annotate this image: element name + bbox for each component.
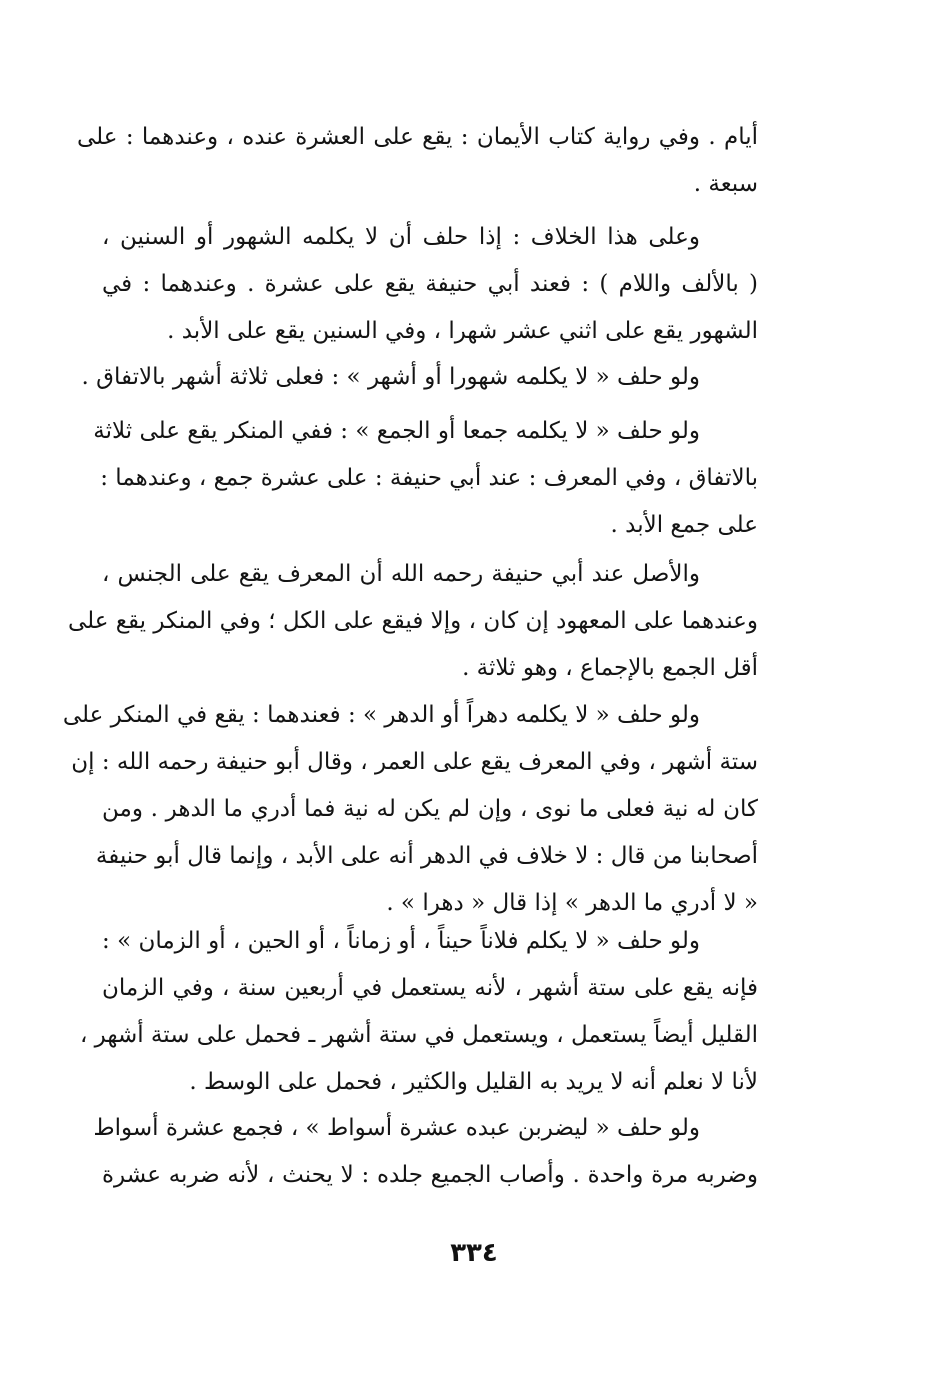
text-line: الشهور يقع على اثني عشر شهرا ، وفي السنين يقع على الأبد . (167, 318, 758, 344)
text-line: ولو حلف « ليضربن عبده عشرة أسواط » ، فجمع عشرة أسواط (93, 1115, 700, 1141)
text-line: بالاتفاق ، وفي المعرف : عند أبي حنيفة : على عشرة جمع ، وعندهما : (100, 465, 758, 491)
text-line: ولو حلف « لا يكلمه جمعا أو الجمع » : ففي المنكر يقع على ثلاثة (93, 418, 700, 444)
text-line: ولو حلف « لا يكلم فلاناً حيناً ، أو زماناً ، أو الحين ، أو الزمان » : (102, 928, 700, 954)
text-line: لأنا لا نعلم أنه لا يريد به القليل والكثير ، فحمل على الوسط . (189, 1069, 758, 1095)
text-line: وعندهما على المعهود إن كان ، وإلا فيقع على الكل ؛ وفي المنكر يقع على (67, 608, 758, 634)
text-line: وعلى هذا الخلاف : إذا حلف أن لا يكلمه الشهور أو السنين ، (102, 224, 700, 250)
text-line: على جمع الأبد . (610, 512, 758, 538)
paragraph-3 (81, 354, 758, 401)
text-line: ولو حلف « لا يكلمه شهورا أو أشهر » : فعلى ثلاثة أشهر بالاتفاق . (81, 364, 700, 390)
paragraph-1 (77, 114, 758, 208)
text-line: سبعة . (693, 171, 758, 197)
text-line: ( بالألف واللام ) : فعند أبي حنيفة يقع على عشرة . وعندهما : في (102, 271, 758, 297)
text-line: ولو حلف « لا يكلمه دهراً أو الدهر » : فعندهما : يقع في المنكر على (62, 702, 700, 728)
paragraph-6 (62, 692, 758, 927)
text-line: والأصل عند أبي حنيفة رحمه الله أن المعرف يقع على الجنس ، (102, 561, 700, 587)
text-line: أصحابنا من قال : لا خلاف في الدهر أنه على الأبد ، وإنما قال أبو حنيفة (95, 843, 758, 869)
text-line: أقل الجمع بالإجماع ، وهو ثلاثة . (462, 655, 758, 681)
paragraph-5 (67, 551, 758, 692)
text-line: وضربه مرة واحدة . وأصاب الجميع جلده : لا يحنث ، لأنه ضربه عشرة (102, 1162, 758, 1188)
paragraph-8 (93, 1105, 758, 1199)
paragraph-4 (93, 408, 758, 549)
text-line: « لا أدري ما الدهر » إذا قال « دهرا » . (386, 890, 758, 916)
page-number: ٣٣٤ (450, 1238, 498, 1268)
text-line: القليل أيضاً يستعمل ، ويستعمل في ستة أشهر ـ فحمل على ستة أشهر ، (79, 1022, 758, 1048)
text-line: أيام . وفي رواية كتاب الأيمان : يقع على العشرة عنده ، وعندهما : على (77, 124, 758, 150)
text-line: فإنه يقع على ستة أشهر ، لأنه يستعمل في أربعين سنة ، وفي الزمان (102, 975, 758, 1001)
paragraph-7 (79, 918, 758, 1106)
text-line: ستة أشهر ، وفي المعرف يقع على العمر ، وقال أبو حنيفة رحمه الله : إن (71, 749, 758, 775)
paragraph-2 (102, 214, 758, 355)
text-line: كان له نية فعلى ما نوى ، وإن لم يكن له نية فما أدري ما الدهر . ومن (102, 796, 758, 822)
